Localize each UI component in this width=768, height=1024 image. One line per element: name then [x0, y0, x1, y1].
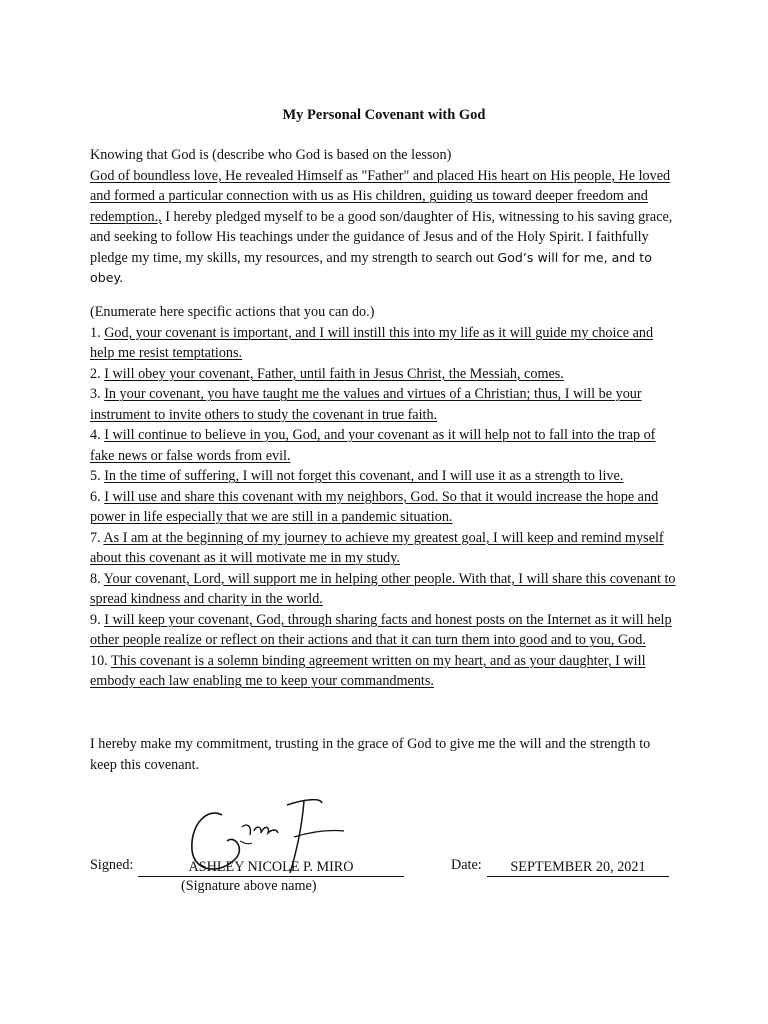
intro-pledge-text: I hereby pledged myself to be a good son/daughter of His, witnessing to his saving grace, and seeking to follow His teachings under the guidance of Jesus and of the Holy Spirit. I faithfully pledge my time, my skills, my resources, and my strength to search out [90, 208, 673, 266]
action-text: I will continue to believe in you, God, and your covenant as it will help not to fall into the trap of fake news or false words from evil. [90, 427, 656, 464]
signer-name: ASHLEY NICOLE P. MIRO [138, 858, 404, 877]
action-number: 9. [90, 611, 105, 628]
actions-list [90, 302, 680, 692]
action-item [90, 569, 680, 610]
action-item [90, 651, 680, 692]
intro-prompt: Knowing that God is (describe who God is based on the lesson) [90, 147, 452, 163]
signature-caption: (Signature above name) [181, 878, 317, 894]
signed-label: Signed: [90, 857, 134, 873]
action-number: 4. [90, 427, 105, 443]
action-number: 7. [90, 529, 104, 546]
commitment-paragraph: I hereby make my commitment, trusting in the grace of God to give me the will and the strength to keep this covenant. [90, 736, 651, 773]
action-item [90, 323, 680, 364]
intro-god-description: God of boundless love, He revealed Himself as "Father" and placed His heart on His people, He loved and formed a particular connection with us as His children, guiding us toward deeper freedom and redemption., [90, 167, 671, 225]
document-title: My Personal Covenant with God [282, 107, 486, 123]
action-number: 8. [90, 570, 104, 587]
action-number: 5. [90, 468, 105, 484]
action-text: I will use and share this covenant with my neighbors, God. So that it would increase the hope and power in life especially that we are still in a pandemic situation. [90, 488, 659, 525]
action-number: 6. [90, 488, 105, 505]
action-text: God, your covenant is important, and I will instill this into my life as it will guide my choice and help me resist temptations. [90, 324, 654, 361]
action-item [90, 425, 680, 466]
action-text: I will keep your covenant, God, through sharing facts and honest posts on the Internet as it will help other people realize or reflect on their actions and that it can turn them into good and to you, God. [90, 611, 672, 648]
action-item [90, 466, 680, 487]
action-text: This covenant is a solemn binding agreement written on my heart, and as your daughter, I will embody each law enabling me to keep your commandments. [90, 652, 646, 689]
action-text: As I am at the beginning of my journey to achieve my greatest goal, I will keep and remind myself about this covenant as it will motivate me in my study. [90, 529, 664, 566]
action-number: 3. [90, 386, 105, 402]
action-item [90, 487, 680, 528]
actions-prompt: (Enumerate here specific actions that you can do.) [90, 304, 375, 320]
date-value: SEPTEMBER 20, 2021 [487, 858, 669, 877]
date-label: Date: [451, 857, 482, 873]
intro-paragraph [90, 145, 680, 289]
action-item [90, 610, 680, 651]
action-text: In your covenant, you have taught me the values and virtues of a Christian; thus, I will be your instrument to invite others to study the covenant in true faith. [90, 386, 642, 423]
action-number: 2. [90, 365, 105, 382]
action-number: 10. [90, 652, 112, 669]
action-item [90, 528, 680, 569]
action-text: Your covenant, Lord, will support me in helping other people. With that, I will share this covenant to spread kindness and charity in the world. [90, 570, 676, 607]
action-item [90, 384, 680, 425]
action-number: 1. [90, 324, 105, 341]
action-text: In the time of suffering, I will not forget this covenant, and I will use it as a strength to live. [104, 468, 624, 484]
action-text: I will obey your covenant, Father, until faith in Jesus Christ, the Messiah, comes. [104, 365, 564, 382]
intro-tail: God’s will for me, and to obey. [90, 249, 652, 285]
action-item [90, 364, 680, 385]
